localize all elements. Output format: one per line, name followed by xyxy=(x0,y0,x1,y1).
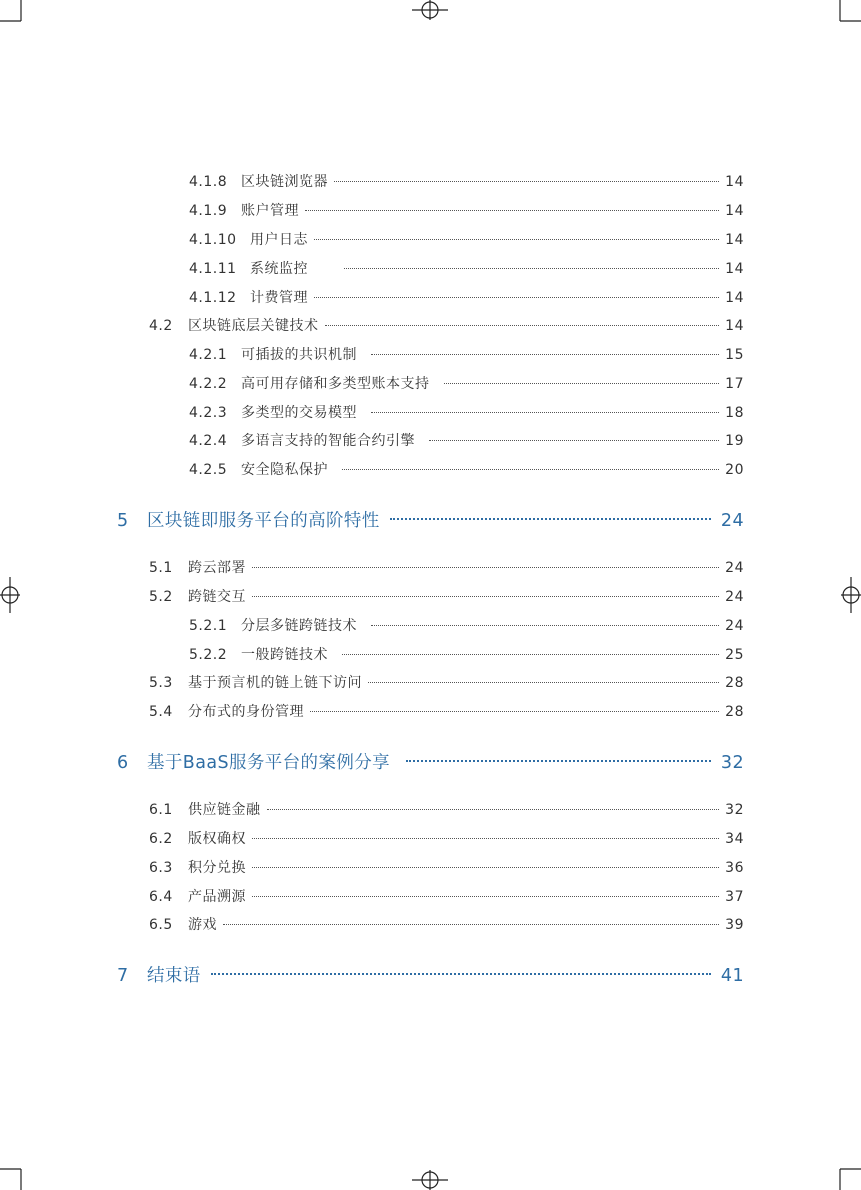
toc-entry-number: 4.2.5 xyxy=(189,462,228,478)
toc-entry-4-2-5[interactable] xyxy=(189,459,744,479)
toc-entry-6-2[interactable] xyxy=(149,828,744,848)
toc-entry-page: 17 xyxy=(725,376,744,392)
toc-entry-5-2-1[interactable] xyxy=(189,615,744,635)
toc-entry-6-4[interactable] xyxy=(149,886,744,906)
toc-entry-number: 4.1.9 xyxy=(189,203,228,219)
dot-leader xyxy=(334,181,719,182)
toc-chapter-number: 5 xyxy=(117,511,129,531)
toc-entry-title: 区块链浏览器 xyxy=(241,174,328,190)
toc-entry-page: 15 xyxy=(725,347,744,363)
dot-leader xyxy=(252,896,719,897)
toc-entry-page: 32 xyxy=(725,802,744,818)
toc-entry-number: 4.2.3 xyxy=(189,405,228,421)
toc-entry-number: 4.2.4 xyxy=(189,433,228,449)
dot-leader xyxy=(406,760,711,762)
toc-chapter-page: 41 xyxy=(720,966,744,986)
toc-entry-page: 14 xyxy=(725,290,744,306)
toc-entry-page: 14 xyxy=(725,174,744,190)
toc-entry-title: 跨链交互 xyxy=(188,589,246,605)
toc-entry-5-2[interactable] xyxy=(149,586,744,606)
toc-entry-page: 24 xyxy=(725,589,744,605)
dot-leader xyxy=(252,567,719,568)
toc-entry-title: 可插拔的共识机制 xyxy=(241,347,357,363)
toc-entry-number: 5.2.2 xyxy=(189,647,228,663)
toc-entry-page: 37 xyxy=(725,889,744,905)
toc-entry-number: 4.1.10 xyxy=(189,232,237,248)
toc-chapter-title: 基于BaaS服务平台的案例分享 xyxy=(147,753,391,773)
toc-entry-title: 区块链底层关键技术 xyxy=(188,318,319,334)
toc-entry-number: 4.1.11 xyxy=(189,261,237,277)
toc-entry-5-3[interactable] xyxy=(149,672,744,692)
toc-chapter-title: 区块链即服务平台的高阶特性 xyxy=(147,511,380,531)
toc-entry-title: 基于预言机的链上链下访问 xyxy=(188,675,362,691)
toc-entry-page: 25 xyxy=(725,647,744,663)
dot-leader xyxy=(429,440,719,441)
toc-entry-page: 14 xyxy=(725,232,744,248)
toc-chapter-7[interactable] xyxy=(117,962,744,986)
dot-leader xyxy=(211,973,711,975)
toc-entry-page: 20 xyxy=(725,462,744,478)
toc-entry-4-1-12[interactable] xyxy=(189,287,744,307)
toc-entry-page: 39 xyxy=(725,917,744,933)
toc-entry-title: 计费管理 xyxy=(250,290,308,306)
toc-entry-title: 系统监控 xyxy=(250,261,308,277)
toc-entry-title: 安全隐私保护 xyxy=(241,462,328,478)
dot-leader xyxy=(223,924,719,925)
toc-entry-title: 一般跨链技术 xyxy=(241,647,328,663)
toc-entry-number: 5.3 xyxy=(149,675,173,691)
dot-leader xyxy=(267,809,720,810)
toc-entry-number: 5.1 xyxy=(149,560,173,576)
dot-leader xyxy=(310,711,719,712)
toc-entry-title: 跨云部署 xyxy=(188,560,246,576)
dot-leader xyxy=(252,596,719,597)
toc-entry-page: 28 xyxy=(725,704,744,720)
toc-entry-title: 积分兑换 xyxy=(188,860,246,876)
toc-entry-number: 6.1 xyxy=(149,802,173,818)
toc-entry-6-1[interactable] xyxy=(149,799,744,819)
dot-leader xyxy=(252,838,719,839)
toc-entry-page: 14 xyxy=(725,318,744,334)
toc-entry-4-1-10[interactable] xyxy=(189,229,744,249)
toc-entry-4-2[interactable] xyxy=(149,315,744,335)
toc-entry-page: 19 xyxy=(725,433,744,449)
toc-chapter-5[interactable] xyxy=(117,507,744,531)
toc-entry-number: 6.3 xyxy=(149,860,173,876)
toc-entry-5-2-2[interactable] xyxy=(189,644,744,664)
dot-leader xyxy=(342,469,719,470)
toc-entry-page: 14 xyxy=(725,261,744,277)
toc-entry-title: 多语言支持的智能合约引擎 xyxy=(241,433,415,449)
toc-chapter-page: 24 xyxy=(720,511,744,531)
toc-entry-title: 账户管理 xyxy=(241,203,299,219)
toc-entry-title: 版权确权 xyxy=(188,831,246,847)
toc-entry-6-5[interactable] xyxy=(149,914,744,934)
toc-entry-5-1[interactable] xyxy=(149,557,744,577)
dot-leader xyxy=(371,412,719,413)
toc-entry-page: 34 xyxy=(725,831,744,847)
dot-leader xyxy=(371,625,719,626)
toc-chapter-page: 32 xyxy=(720,753,744,773)
toc-entry-number: 4.2.2 xyxy=(189,376,228,392)
toc-entry-title: 供应链金融 xyxy=(188,802,261,818)
toc-chapter-title: 结束语 xyxy=(147,966,201,986)
toc-entry-title: 高可用存储和多类型账本支持 xyxy=(241,376,430,392)
toc-entry-number: 5.2 xyxy=(149,589,173,605)
toc-entry-number: 4.2 xyxy=(149,318,173,334)
toc-entry-title: 游戏 xyxy=(188,917,217,933)
toc-entry-number: 4.1.12 xyxy=(189,290,237,306)
toc-entry-title: 分布式的身份管理 xyxy=(188,704,304,720)
toc-entry-number: 6.2 xyxy=(149,831,173,847)
toc-chapter-number: 6 xyxy=(117,753,129,773)
toc-chapter-6[interactable] xyxy=(117,749,744,773)
toc-entry-4-2-1[interactable] xyxy=(189,344,744,364)
toc-entry-title: 产品溯源 xyxy=(188,889,246,905)
dot-leader xyxy=(252,867,719,868)
toc-entry-number: 6.5 xyxy=(149,917,173,933)
dot-leader xyxy=(444,383,720,384)
toc-entry-4-2-3[interactable] xyxy=(189,402,744,422)
toc-entry-number: 4.2.1 xyxy=(189,347,228,363)
toc-entry-number: 5.4 xyxy=(149,704,173,720)
toc-entry-page: 18 xyxy=(725,405,744,421)
toc-entry-number: 5.2.1 xyxy=(189,618,228,634)
dot-leader xyxy=(314,297,719,298)
dot-leader xyxy=(371,354,719,355)
toc-entry-5-4[interactable] xyxy=(149,701,744,721)
toc-entry-page: 28 xyxy=(725,675,744,691)
dot-leader xyxy=(368,682,719,683)
toc-entry-4-1-9[interactable] xyxy=(189,200,744,220)
toc-entry-number: 6.4 xyxy=(149,889,173,905)
toc-chapter-number: 7 xyxy=(117,966,129,986)
toc-entry-title: 分层多链跨链技术 xyxy=(241,618,357,634)
toc-entry-page: 14 xyxy=(725,203,744,219)
toc-entry-number: 4.1.8 xyxy=(189,174,228,190)
dot-leader xyxy=(314,239,719,240)
toc-entry-4-2-2[interactable] xyxy=(189,373,744,393)
toc-entry-6-3[interactable] xyxy=(149,857,744,877)
dot-leader xyxy=(305,210,719,211)
dot-leader xyxy=(325,325,720,326)
toc-entry-4-2-4[interactable] xyxy=(189,430,744,450)
toc-entry-4-1-8[interactable] xyxy=(189,171,744,191)
dot-leader xyxy=(344,268,719,269)
toc-entry-page: 36 xyxy=(725,860,744,876)
toc-entry-title: 用户日志 xyxy=(250,232,308,248)
dot-leader xyxy=(342,654,719,655)
toc-entry-page: 24 xyxy=(725,560,744,576)
toc-entry-title: 多类型的交易模型 xyxy=(241,405,357,421)
toc-entry-page: 24 xyxy=(725,618,744,634)
toc-entry-4-1-11[interactable] xyxy=(189,258,744,278)
dot-leader xyxy=(390,518,711,520)
